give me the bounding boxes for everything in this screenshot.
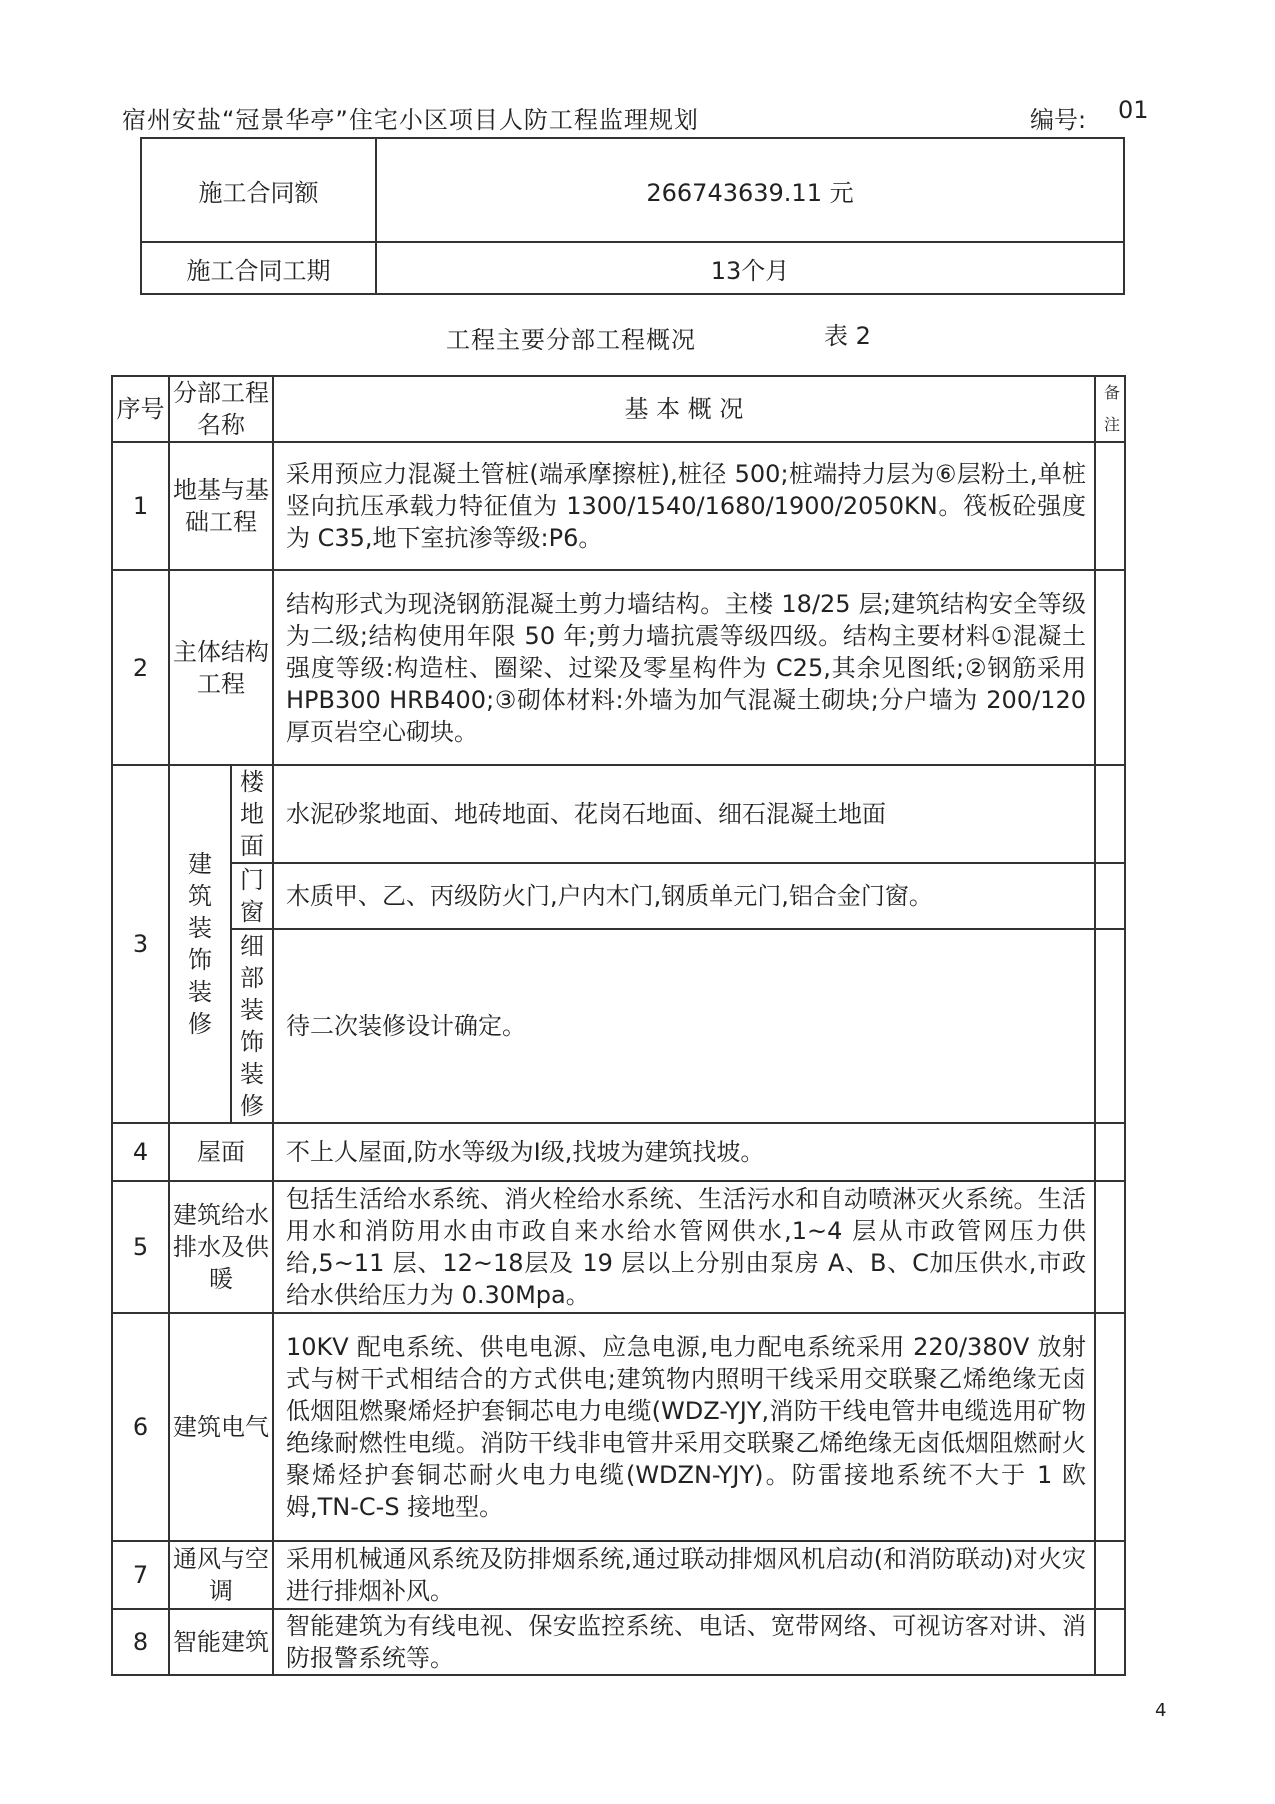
row-name: 地基与基础工程 [169,442,273,570]
contract-amount-label: 施工合同额 [141,138,376,242]
table2-title: 工程主要分部工程概况 [446,326,696,354]
row-no: 6 [112,1313,169,1541]
row-remark [1095,442,1125,570]
table-row [112,1181,1125,1313]
row-name: 建筑给水排水及供暖 [169,1181,273,1313]
contract-period-value: 13个月 [376,242,1124,294]
table-row [112,442,1125,570]
table-row [112,1313,1125,1541]
subrow-name: 细部装饰装修 [231,929,273,1123]
table-row [112,1609,1125,1675]
subrow-desc: 待二次装修设计确定。 [273,929,1095,1123]
row-desc: 10KV 配电系统、供电电源、应急电源,电力配电系统采用 220/380V 放射式与树干式相结合的方式供电;建筑物内照明干线采用交联聚乙烯绝缘无卤低烟阻燃聚烯烃护套铜芯电力电缆(WDZ-YJY,消防干线电管井电缆选用矿物绝缘耐燃性电缆。消防干线非电管井采用交联聚乙烯绝缘无卤低烟阻燃耐火聚烯烃护套铜芯耐火电力电缆(WDZN-YJY)。防雷接地系统不大于 1 欧姆,TN-C-S 接地型。 [273,1313,1095,1541]
row-remark [1095,1181,1125,1313]
page-number: 4 [1155,1700,1167,1721]
header-desc: 基 本 概 况 [273,376,1095,442]
row-name: 屋面 [169,1123,273,1181]
row-remark [1095,570,1125,765]
subrow-desc: 水泥砂浆地面、地砖地面、花岗石地面、细石混凝土地面 [273,765,1095,863]
row-remark [1095,863,1125,929]
row-name: 通风与空调 [169,1541,273,1609]
table-row [112,570,1125,765]
row-remark [1095,929,1125,1123]
row-remark [1095,1609,1125,1675]
contract-period-label: 施工合同工期 [141,242,376,294]
table-row [112,1541,1125,1609]
row-remark [1095,1313,1125,1541]
row-name: 建筑装饰装修 [169,765,231,1123]
header-no: 序号 [112,376,169,442]
row-no: 1 [112,442,169,570]
row-name: 建筑电气 [169,1313,273,1541]
row-no: 7 [112,1541,169,1609]
contract-info-table [140,137,1125,295]
document-title: 宿州安盐“冠景华亭”住宅小区项目人防工程监理规划 [122,106,699,134]
document-number-value: 01 [1118,96,1149,124]
document-number-label: 编号: [1030,106,1087,134]
table-row [112,765,1125,863]
row-no: 3 [112,765,169,1123]
row-desc: 不上人屋面,防水等级为Ⅰ级,找坡为建筑找坡。 [273,1123,1095,1181]
row-no: 8 [112,1609,169,1675]
row-desc: 结构形式为现浇钢筋混凝土剪力墙结构。主楼 18/25 层;建筑结构安全等级为二级;结构使用年限 50 年;剪力墙抗震等级四级。结构主要材料①混凝土强度等级:构造柱、圈梁、过梁及零星构件为 C25,其余见图纸;②钢筋采用 HPB300 HRB400;③砌体材料:外墙为加气混凝土砌块;分户墙为 200/120 厚页岩空心砌块。 [273,570,1095,765]
header-name: 分部工程名称 [169,376,273,442]
row-remark [1095,1123,1125,1181]
table-header-row [112,376,1125,442]
row-name: 主体结构工程 [169,570,273,765]
row-no: 5 [112,1181,169,1313]
row-remark [1095,765,1125,863]
subrow-desc: 木质甲、乙、丙级防火门,户内木门,钢质单元门,铝合金门窗。 [273,863,1095,929]
row-no: 2 [112,570,169,765]
table-row [112,1123,1125,1181]
row-name: 智能建筑 [169,1609,273,1675]
row-desc: 包括生活给水系统、消火栓给水系统、生活污水和自动喷淋灭火系统。生活用水和消防用水由市政自来水给水管网供水,1~4 层从市政管网压力供给,5~11 层、12~18层及 19 层以上分别由泵房 A、B、C加压供水,市政给水供给压力为 0.30Mpa。 [273,1181,1095,1313]
row-desc: 智能建筑为有线电视、保安监控系统、电话、宽带网络、可视访客对讲、消防报警系统等。 [273,1609,1095,1675]
subproject-overview-table [111,375,1126,1676]
table-row [112,863,1125,929]
row-remark [1095,1541,1125,1609]
row-desc: 采用机械通风系统及防排烟系统,通过联动排烟风机启动(和消防联动)对火灾进行排烟补风。 [273,1541,1095,1609]
table2-label: 表 2 [824,322,871,350]
header-remark: 备注 [1095,376,1125,442]
row-no: 4 [112,1123,169,1181]
subrow-name: 楼地面 [231,765,273,863]
contract-amount-value: 266743639.11 元 [376,138,1124,242]
row-desc: 采用预应力混凝土管桩(端承摩擦桩),桩径 500;桩端持力层为⑥层粉土,单桩竖向抗压承载力特征值为 1300/1540/1680/1900/2050KN。筏板砼强度为 C35,地下室抗渗等级:P6。 [273,442,1095,570]
table-row [112,929,1125,1123]
subrow-name: 门窗 [231,863,273,929]
